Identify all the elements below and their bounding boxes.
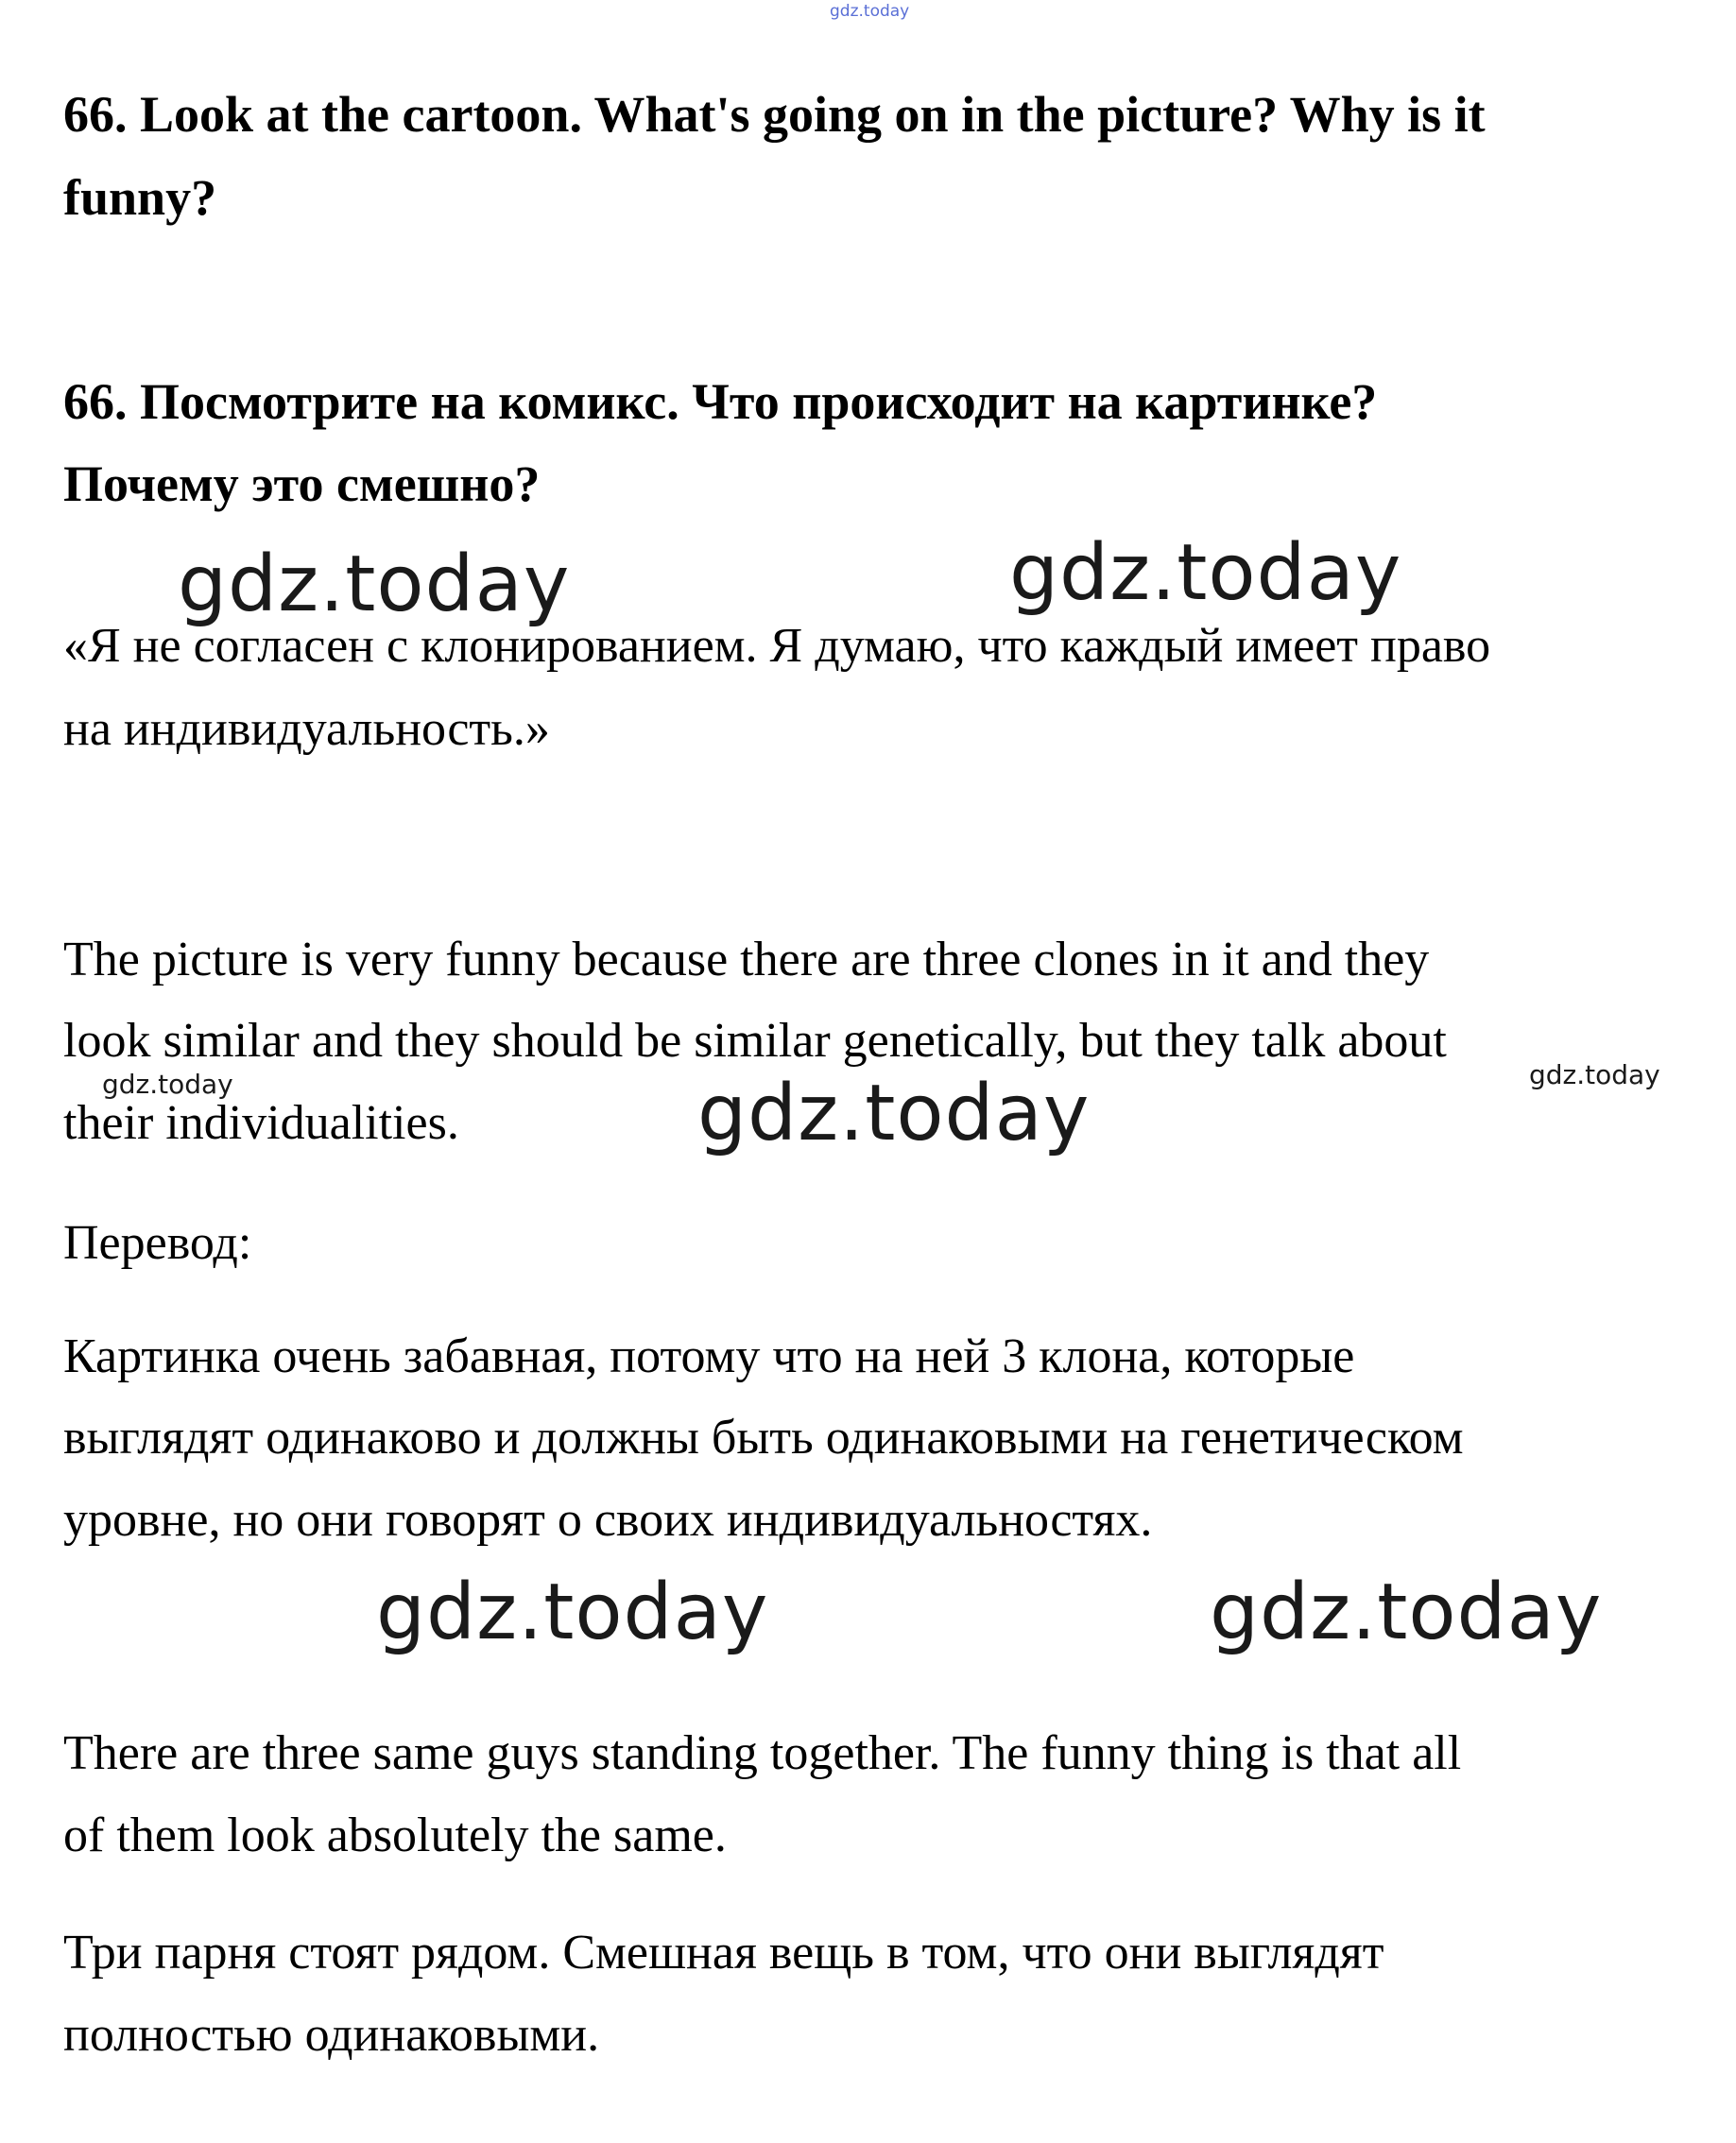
task-ru-line-1: 66. Посмотрите на комикс. Что происходит на картинке? [63,373,1378,430]
watermark-2: gdz.today [1009,528,1402,618]
answer1-ru-line-1: Картинка очень забавная, потому что на ней 3 клона, которые [63,1329,1355,1383]
watermark-top: gdz.today [830,2,910,21]
answer2-en-line-2: of them look absolutely the same. [63,1809,727,1862]
watermark-3: gdz.today [102,1069,233,1100]
watermark-5: gdz.today [697,1069,1091,1158]
answer1-en-line-2: look similar and they should be similar genetically, but they talk about [63,1014,1447,1068]
answer1-en-line-3: their individualities. [63,1096,459,1150]
answer1-en-line-1: The picture is very funny because there are three clones in it and they [63,933,1430,986]
task-en-line-1: 66. Look at the cartoon. What's going on in the picture? Why is it [63,86,1486,143]
task-ru-line-2: Почему это смешно? [63,455,541,512]
watermark-4: gdz.today [1529,1059,1660,1090]
answer1-ru-line-2: выглядят одинаково и должны быть одинаковыми на генетическом [63,1411,1464,1465]
quote-line-2: на индивидуальность.» [63,702,550,756]
translation-label: Перевод: [63,1216,252,1270]
watermark-6: gdz.today [376,1568,769,1657]
task-en-line-2: funny? [63,169,217,226]
answer2-en-line-1: There are three same guys standing together. The funny thing is that all [63,1726,1462,1780]
answer2-ru-line-1: Три парня стоят рядом. Смешная вещь в том, что они выглядят [63,1926,1384,1980]
watermark-7: gdz.today [1210,1568,1603,1657]
answer1-ru-line-3: уровне, но они говорят о своих индивидуальностях. [63,1493,1153,1547]
answer2-ru-line-2: полностью одинаковыми. [63,2008,600,2062]
watermark-1: gdz.today [178,540,571,629]
quote-line-1: «Я не согласен с клонированием. Я думаю, что каждый имеет право [63,619,1491,673]
